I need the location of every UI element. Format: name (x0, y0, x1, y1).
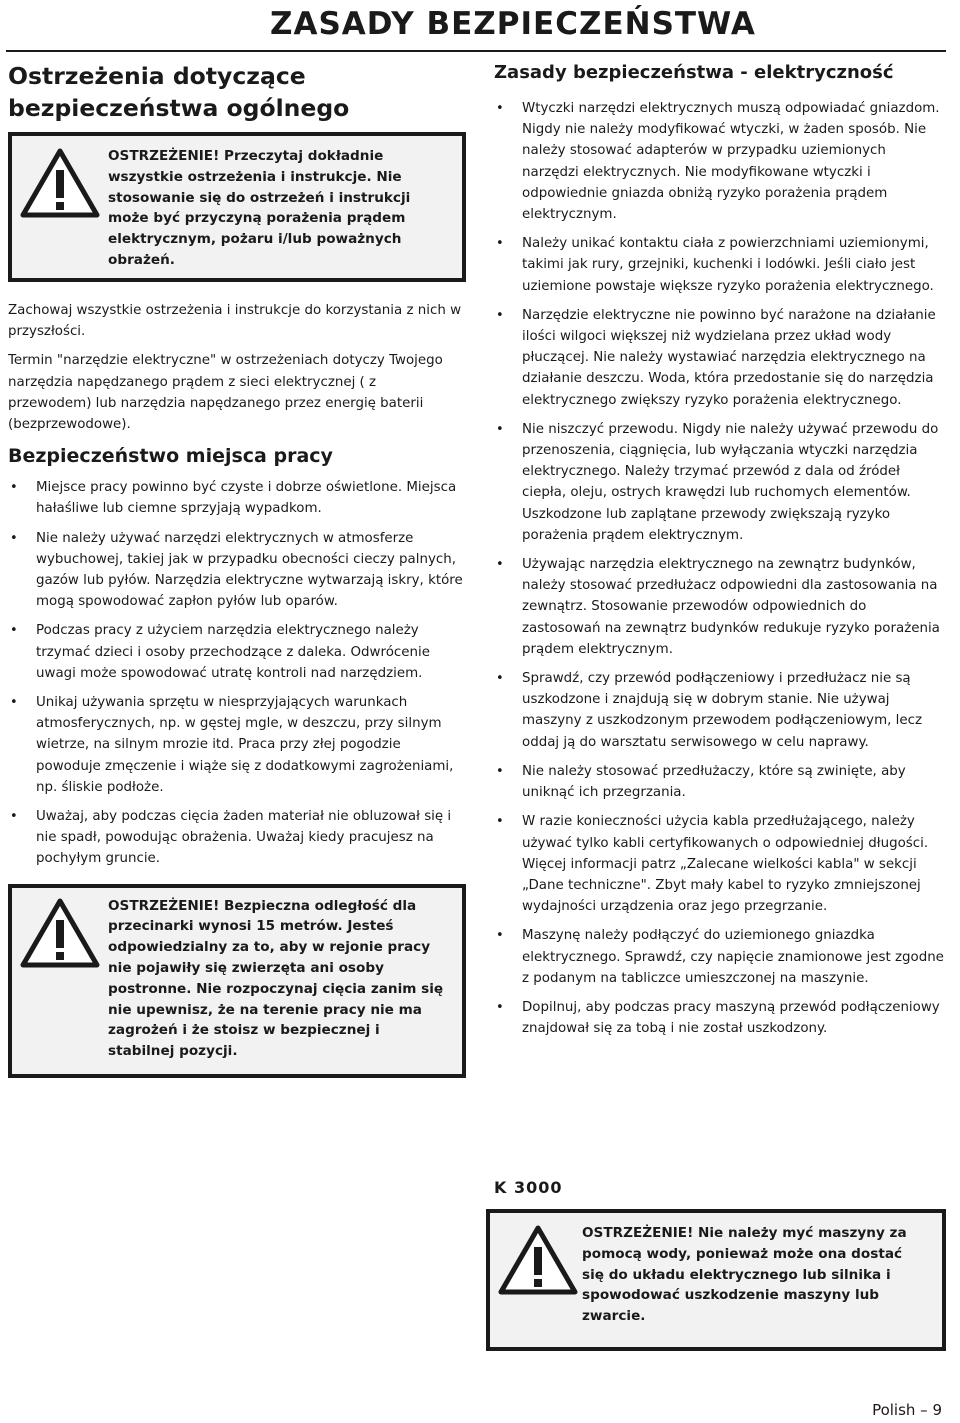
list-item-text: Należy unikać kontaktu ciała z powierzchniami uziemionymi, takimi jak rury, grzejniki, kuchenki i lodówki. Jeśli ciało jest uziemione powstaje większe ryzyko porażenia elektrycznego. (522, 236, 934, 294)
warning-text: OSTRZEŻENIE! Nie należy myć maszyny za pomocą wody, ponieważ może ona dostać się do układu elektrycznego lub silnika i spowodować uszkodzenie maszyny lub zwarcie. (582, 1225, 907, 1325)
list-item (494, 98, 944, 225)
list-item (494, 997, 944, 1039)
bullet-icon: • (496, 671, 504, 687)
list-item-text: Uważaj, aby podczas cięcia żaden materiał nie obluzował się i nie spadł, powodując obrażenia. Uważaj kiedy pracujesz na pochyłym gruncie. (36, 809, 452, 867)
list-item-text: Dopilnuj, aby podczas pracy maszyną przewód podłączeniowy znajdował się za tobą i nie został uszkodzony. (522, 999, 940, 1037)
list-item-text: Miejsce pracy powinno być czyste i dobrze oświetlone. Miejsca hałaśliwe lub ciemne sprzyjają wypadkom. (36, 480, 457, 517)
warning-text: OSTRZEŻENIE! Bezpieczna odległość dla przecinarki wynosi 15 metrów. Jesteś odpowiedzialny za to, aby w rejonie pracy nie pojawiły się zwierzęta ani osoby postronne. Nie rozpoczynaj cięcia zanim się nie upewnisz, że na terenie pracy nie ma zagrożeń i że stoisz w bezpiecznej i stabilnej pozycji. (108, 897, 444, 1060)
warning-text: OSTRZEŻENIE! Przeczytaj dokładnie wszystkie ostrzeżenia i instrukcje. Nie stosowanie się do ostrzeżeń i instrukcji może być przyczyną porażenia prądem elektrycznym, pożaru i/lub poważnych obrażeń. (108, 148, 411, 268)
general-safety-heading: Ostrzeżenia dotyczące bezpieczeństwa ogólnego (8, 62, 350, 122)
list-item (494, 811, 944, 917)
workarea-heading: Bezpieczeństwo miejsca pracy (8, 445, 333, 468)
electrical-list (494, 98, 944, 1039)
list-item-text: Sprawdź, czy przewód podłączeniowy i przedłużacz nie są uszkodzone i znajdują się w dobrym stanie. Nie używaj maszyny z uszkodzonym przewodem podłączeniowym, lecz oddaj ją do warsztatu serwisowego w celu naprawy. (522, 671, 922, 750)
page-number: Polish – 9 (872, 1401, 942, 1419)
title-divider (6, 50, 946, 52)
bullet-icon: • (496, 814, 504, 830)
list-item-text: Maszynę należy podłączyć do uziemionego gniazdka elektrycznego. Sprawdź, czy napięcie znamionowe jest zgodne z podanym na tabliczce umieszczonej na maszynie. (522, 928, 944, 986)
list-item-text: Nie należy używać narzędzi elektrycznych w atmosferze wybuchowej, takiej jak w przypadku obecności cieczy palnych, gazów lub pyłów. Narzędzia elektryczne wytwarzają iskry, które mogą spowodować zapłon pyłów lub oparów. (36, 530, 463, 610)
bullet-icon: • (496, 928, 504, 944)
page-title: ZASADY BEZPIECZEŃSTWA (270, 6, 756, 42)
list-item (494, 668, 944, 753)
bullet-icon: • (496, 557, 504, 573)
list-item (494, 305, 944, 411)
bullet-icon: • (496, 763, 504, 779)
list-item (494, 233, 944, 297)
list-item (494, 925, 944, 989)
warning-box-general (8, 132, 466, 282)
bullet-icon: • (496, 236, 504, 252)
right-column (494, 60, 944, 1047)
paragraph-term-definition: Termin "narzędzie elektryczne" w ostrzeżeniach dotyczy Twojego narzędzia napędzanego prądem z sieci elektrycznej ( z przewodem) lub narzędzia napędzanego przez energię baterii (bezprzewodowe). (8, 353, 443, 433)
list-item-text: Nie niszczyć przewodu. Nigdy nie należy używać przewodu do przenoszenia, ciągnięcia, lub wyłączania wtyczki narzędzia elektrycznego. Należy trzymać przewód z dala od źródeł ciepła, oleju, ostrych krawędzi lub ruchomych elementów. Uszkodzone lub zaplątane przewody zwiększają ryzyko porażenia prądem elektrycznym. (522, 421, 939, 543)
list-item-text: Wtyczki narzędzi elektrycznych muszą odpowiadać gniazdom. Nigdy nie należy modyfikować wtyczki, w żaden sposób. Nie należy stosować adapterów w przypadku uziemionych narzędzi elektrycznych. Nie modyfikowane wtyczki i odpowiednie gniazda obniżą ryzyko porażenia prądem elektrycznym. (522, 101, 940, 223)
bullet-icon: • (10, 623, 18, 639)
bullet-icon: • (10, 480, 18, 496)
left-column (8, 60, 463, 1078)
model-label: K 3000 (494, 1178, 563, 1197)
bullet-icon: • (10, 530, 18, 546)
bullet-icon: • (10, 695, 18, 711)
paragraph-keep-instructions: Zachowaj wszystkie ostrzeżenia i instrukcje do korzystania z nich w przyszłości. (8, 303, 462, 340)
list-item-text: Używając narzędzia elektrycznego na zewnątrz budynków, należy stosować przedłużacz odpowiedni dla zastosowania na zewnątrz. Stosowanie przewodów odpowiednich do zastosowań na zewnątrz budynków redukuje ryzyko porażenia prądem elektrycznym. (522, 557, 940, 657)
workarea-list (8, 477, 463, 869)
warning-triangle-icon (20, 148, 104, 222)
electrical-safety-heading: Zasady bezpieczeństwa - elektryczność (494, 62, 894, 83)
list-item (8, 620, 463, 684)
list-item (8, 477, 463, 519)
list-item-text: Narzędzie elektryczne nie powinno być narażone na działanie ilości wilgoci większej niż wydzielana przez układ wody płuczącej. Nie należy wystawiać narzędzia elektrycznego na działanie deszczu. Woda, która przedostanie się do narzędzia elektrycznego zwiększy ryzyko porażenia elektrycznego. (522, 307, 936, 408)
bullet-icon: • (496, 307, 504, 323)
warning-box-washing (486, 1209, 946, 1351)
warning-triangle-icon (20, 898, 104, 972)
list-item-text: Unikaj używania sprzętu w niesprzyjających warunkach atmosferycznych, np. w gęstej mgle, w deszczu, przy silnym wietrze, na silnym mrozie itd. Praca przy złej pogodzie powoduje zmęczenie i wiąże się z dodatkowymi zagrożeniami, np. śliskie podłoże. (36, 695, 454, 795)
list-item-text: W razie konieczności użycia kabla przedłużającego, należy używać tylko kabli certyfikowanych o odpowiedniej długości. Więcej informacji patrz „Zalecane wielkości kabla" w sekcji „Dane techniczne". Zbyt mały kabel to ryzyko zmniejszonej wydajności urządzenia oraz jego przegrzanie. (522, 814, 929, 915)
bullet-icon: • (496, 421, 504, 437)
list-item (8, 692, 463, 798)
list-item (494, 419, 944, 546)
bullet-icon: • (496, 999, 504, 1015)
list-item (494, 761, 944, 803)
list-item (494, 554, 944, 660)
list-item-text: Podczas pracy z użyciem narzędzia elektrycznego należy trzymać dzieci i osoby przechodzące z daleka. Odwrócenie uwagi może spowodować utratę kontroli nad narzędziem. (36, 623, 430, 681)
list-item-text: Nie należy stosować przedłużaczy, które są zwinięte, aby uniknąć ich przegrzania. (522, 763, 906, 801)
warning-box-distance (8, 884, 466, 1078)
list-item (8, 806, 463, 870)
bullet-icon: • (10, 809, 18, 825)
bullet-icon: • (496, 101, 504, 116)
warning-triangle-icon (498, 1225, 582, 1299)
list-item (8, 528, 463, 613)
